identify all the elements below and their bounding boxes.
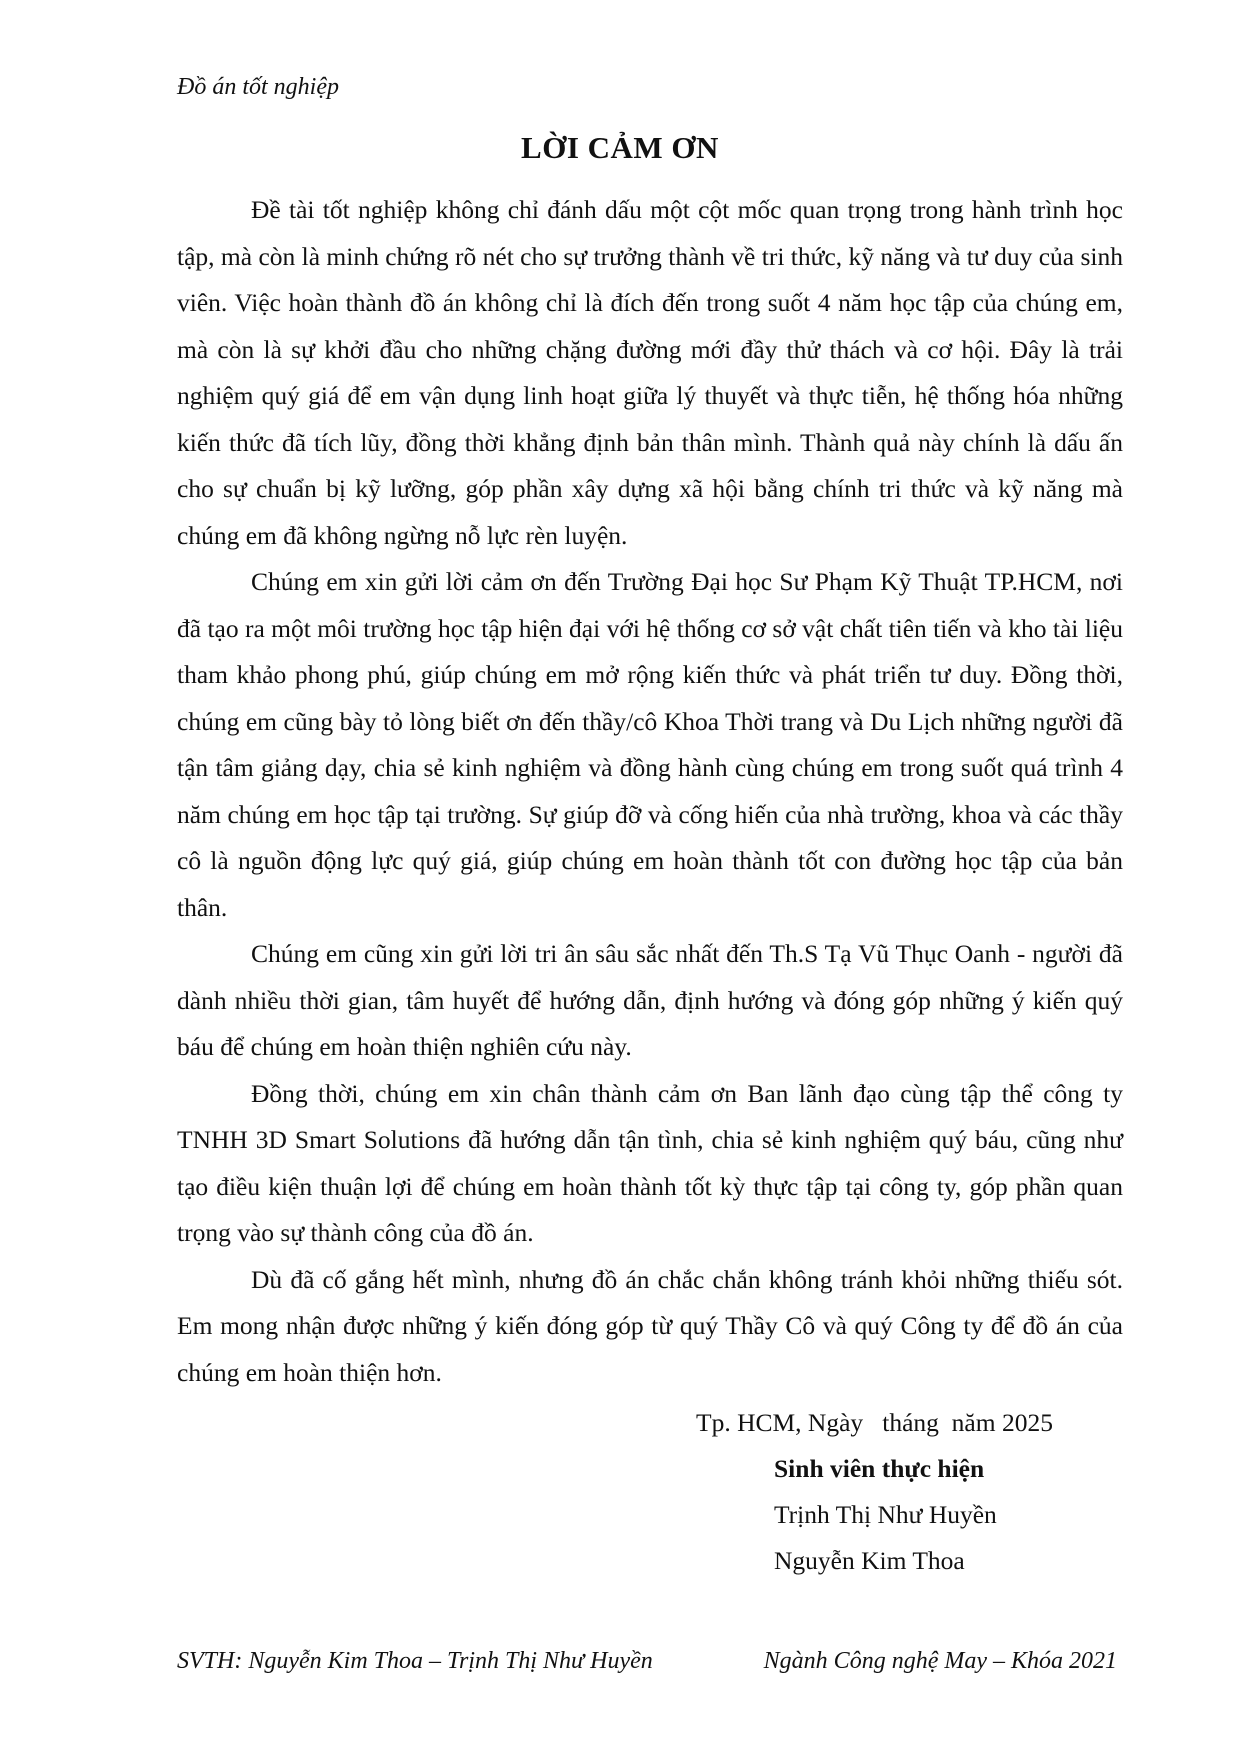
footer-authors: SVTH: Nguyễn Kim Thoa – Trịnh Thị Như Huyền	[177, 1648, 653, 1674]
signature-name: Trịnh Thị Như Huyền	[774, 1500, 997, 1529]
paragraph: Chúng em cũng xin gửi lời tri ân sâu sắc nhất đến Th.S Tạ Vũ Thục Oanh - người đã dành nhiều thời gian, tâm huyết để hướng dẫn, định hướng và đóng góp những ý kiến quý báu để chúng em hoàn thiện nghiên cứu này.	[177, 939, 1123, 1061]
signature-block	[696, 1400, 1116, 1584]
paragraph: Dù đã cố gắng hết mình, nhưng đồ án chắc chắn không tránh khỏi những thiếu sót. Em mong nhận được những ý kiến đóng góp từ quý Thầy Cô và quý Công ty để đồ án của chúng em hoàn thiện hơn.	[177, 1264, 1123, 1387]
footer-major: Ngành Công nghệ May – Khóa 2021	[763, 1648, 1117, 1674]
acknowledgement-body	[177, 187, 1123, 1396]
running-header: Đồ án tốt nghiệp	[177, 74, 339, 100]
signature-role: Sinh viên thực hiện	[774, 1454, 985, 1483]
paragraph: Đồng thời, chúng em xin chân thành cảm ơn Ban lãnh đạo cùng tập thể công ty TNHH 3D Smart Solutions đã hướng dẫn tận tình, chia sẻ kinh nghiệm quý báu, cũng như tạo điều kiện thuận lợi để chúng em hoàn thành tốt kỳ thực tập tại công ty, góp phần quan trọng vào sự thành công của đồ án.	[177, 1078, 1123, 1247]
signature-date: Tp. HCM, Ngày tháng năm 2025	[696, 1408, 1053, 1437]
paragraph: Đề tài tốt nghiệp không chỉ đánh dấu một cột mốc quan trọng trong hành trình học tập, mà còn là minh chứng rõ nét cho sự trưởng thành về tri thức, kỹ năng và tư duy của sinh viên. Việc hoàn thành đồ án không chỉ là đích đến trong suốt 4 năm học tập của chúng em, mà còn là sự khởi đầu cho những chặng đường mới đầy thử thách và cơ hội. Đây là trải nghiệm quý giá để em vận dụng linh hoạt giữa lý thuyết và thực tiễn, hệ thống hóa những kiến thức đã tích lũy, đồng thời khẳng định bản thân mình. Thành quả này chính là dấu ấn cho sự chuẩn bị kỹ lưỡng, góp phần xây dựng xã hội bằng chính tri thức và kỹ năng mà chúng em đã không ngừng nỗ lực rèn luyện.	[177, 195, 1123, 550]
signature-name: Nguyễn Kim Thoa	[774, 1546, 965, 1575]
paragraph: Chúng em xin gửi lời cảm ơn đến Trường Đại học Sư Phạm Kỹ Thuật TP.HCM, nơi đã tạo ra một môi trường học tập hiện đại với hệ thống cơ sở vật chất tiên tiến và kho tài liệu tham khảo phong phú, giúp chúng em mở rộng kiến thức và phát triển tư duy. Đồng thời, chúng em cũng bày tỏ lòng biết ơn đến thầy/cô Khoa Thời trang và Du Lịch những người đã tận tâm giảng dạy, chia sẻ kinh nghiệm và đồng hành cùng chúng em trong suốt quá trình 4 năm chúng em học tập tại trường. Sự giúp đỡ và cống hiến của nhà trường, khoa và các thầy cô là nguồn động lực quý giá, giúp chúng em hoàn thành tốt con đường học tập của bản thân.	[177, 567, 1123, 922]
page-title: LỜI CẢM ƠN	[521, 130, 719, 165]
